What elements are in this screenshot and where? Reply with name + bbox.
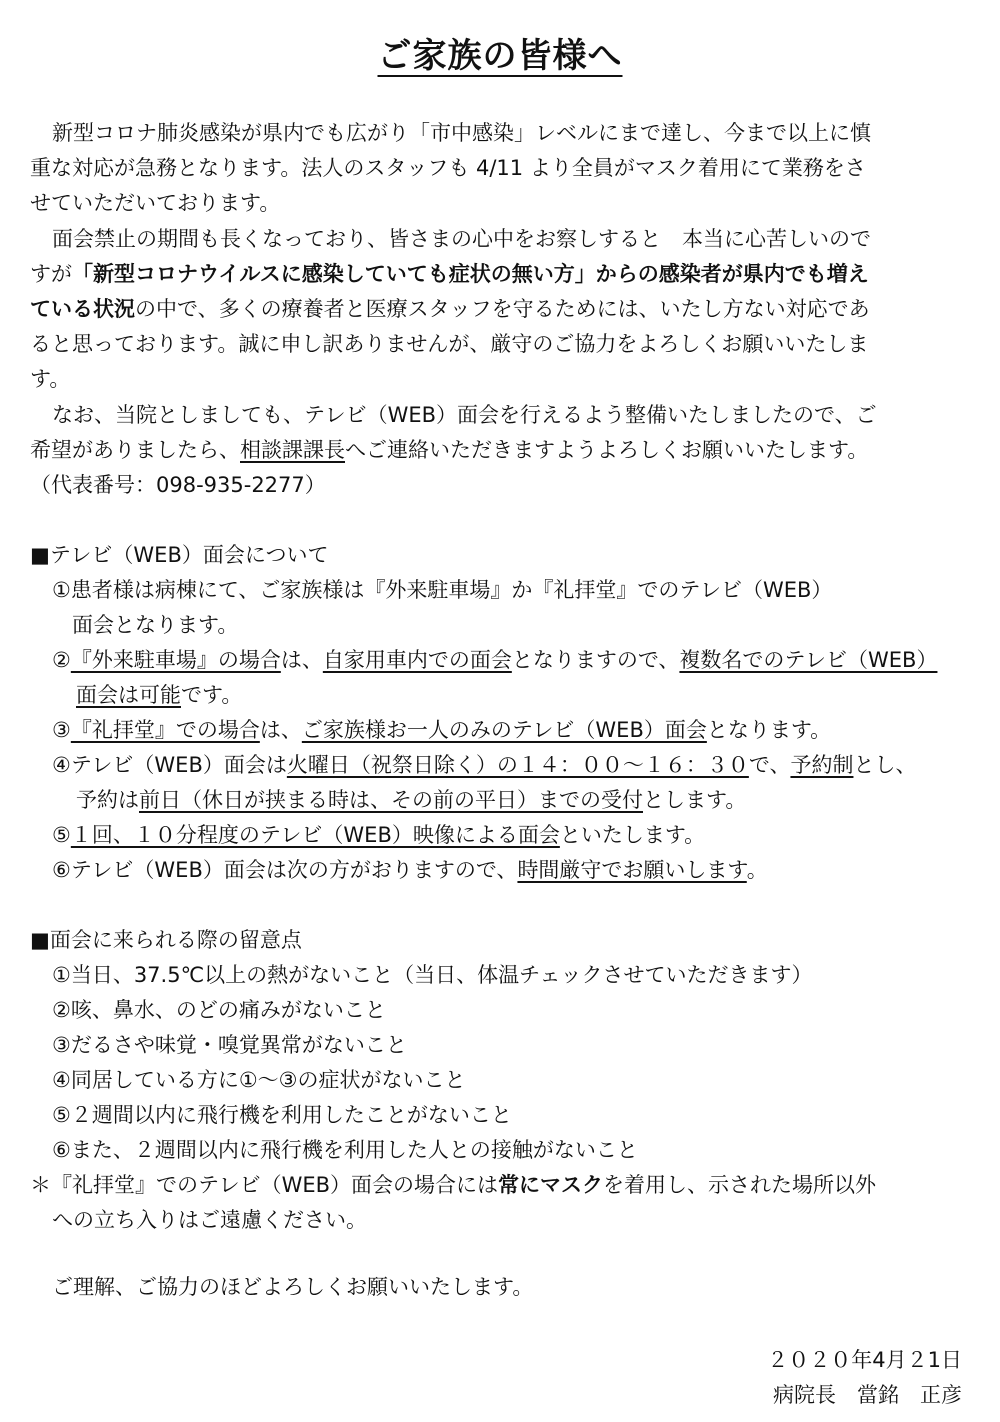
phone-number: （代表番号：098-935-2277）: [30, 473, 326, 497]
intro-p3-line2-rest: へご連絡いただきますようよろしくお願いいたします。: [345, 438, 869, 462]
intro-p1-line1: 新型コロナ肺炎感染が県内でも広がり「市中感染」レベルにまで達し、今まで以上に慎: [52, 121, 871, 145]
mask-note-line2: への立ち入りはご遠慮ください。: [52, 1208, 367, 1232]
web-item-3-number: ③: [52, 718, 71, 742]
title-text: ご家族の皆様へ: [377, 36, 623, 76]
parking-case-text: 『外来駐車場』の場合: [70, 648, 281, 672]
notes-item-6: ⑥また、２週間以内に飛行機を利用した人との接触がないこと: [52, 1138, 638, 1162]
intro-p1-line2: 重な対応が急務となります。法人のスタッフも 4/11 より全員がマスク着用にて業務をさ: [30, 156, 866, 180]
reservation-deadline-text: 前日（休日が挟まる時は、その前の平日）までの受付: [139, 788, 643, 812]
intro-p3-line2: [30, 435, 868, 465]
web-item-3: [52, 715, 831, 745]
web-item-3-text-b: となります。: [706, 718, 832, 742]
web-item-5: [52, 820, 705, 850]
intro-emphasis-text: 「新型コロナウイルスに感染していても症状の無い方」からの感染者が県内でも増え: [72, 262, 869, 286]
notes-section-heading: ■面会に来られる際の留意点: [30, 928, 302, 952]
web-item-2-line2: [76, 680, 242, 710]
web-item-2-text-a: は、: [280, 648, 323, 672]
web-item-6: [52, 855, 768, 885]
web-item-2-line1: [52, 645, 937, 675]
web-item-4-line1: [52, 750, 916, 780]
intro-p2-line5: す。: [30, 367, 71, 391]
web-item-4-line2-text-b: とします。: [643, 788, 747, 812]
notes-item-2: ②咳、鼻水、のどの痛みがないこと: [52, 998, 386, 1022]
in-car-visit-text: 自家用車内での面会: [322, 648, 512, 672]
intro-p2-line1: 面会禁止の期間も長くなっており、皆さまの心中をお察しすると 本当に心苦しいので: [52, 227, 871, 251]
intro-p3-line2-text: 希望がありましたら、: [30, 438, 240, 462]
notes-item-5: ⑤２週間以内に飛行機を利用したことがないこと: [52, 1103, 512, 1127]
notes-item-4: ④同居している方に①～③の症状がないこと: [52, 1068, 466, 1092]
web-item-2-number: ②: [52, 648, 71, 672]
visit-duration-text: １回、１０分程度のテレビ（WEB）映像による面会: [70, 823, 560, 847]
mask-note-line1: [30, 1170, 876, 1200]
web-item-1-line2: 面会となります。: [72, 613, 239, 637]
web-item-6-text-b: 。: [746, 858, 768, 882]
mask-note-text-a: ＊『礼拝堂』でのテレビ（WEB）面会の場合には: [30, 1173, 499, 1197]
multiple-visitors-text: 複数名でのテレビ（WEB）: [679, 648, 938, 672]
visit-allowed-text: 面会は可能: [76, 683, 181, 707]
web-item-4-text-c: とし、: [853, 753, 917, 777]
web-item-3-text-a: は、: [259, 718, 302, 742]
web-item-4-line2: [76, 785, 746, 815]
web-item-4-line2-text-a: 予約は: [76, 788, 139, 812]
web-section-heading: ■テレビ（WEB）面会について: [30, 543, 329, 567]
single-visitor-text: ご家族様お一人のみのテレビ（WEB）面会: [301, 718, 707, 742]
intro-p2-line3: [30, 294, 870, 324]
web-item-2-line2-rest: です。: [181, 683, 243, 707]
web-item-1-line1: ①患者様は病棟にて、ご家族様は『外来駐車場』か『礼拝堂』でのテレビ（WEB）: [52, 578, 833, 602]
chapel-case-text: 『礼拝堂』での場合: [70, 718, 260, 742]
web-item-2-text-b: となりますので、: [511, 648, 680, 672]
web-item-4-text-a: ④テレビ（WEB）面会は: [52, 753, 287, 777]
intro-p2-line3-text: の中で、多くの療養者と医療スタッフを守るためには、いたし方ない対応であ: [135, 297, 870, 321]
signature: 病院長 當銘 正彦: [773, 1383, 962, 1407]
punctuality-text: 時間厳守でお願いします: [517, 858, 747, 882]
contact-person: 相談課課長: [240, 438, 345, 462]
notes-item-3: ③だるさや味覚・嗅覚異常がないこと: [52, 1033, 407, 1057]
mask-note-text-b: を着用し、示された場所以外: [603, 1173, 877, 1197]
web-item-5-number: ⑤: [52, 823, 71, 847]
intro-p2-line4: ると思っております。誠に申し訳ありませんが、厳守のご協力をよろしくお願いいたしま: [30, 332, 869, 356]
visit-schedule-text: 火曜日（祝祭日除く）の１４：００～１６：３０: [286, 753, 749, 777]
web-item-4-text-b: で、: [748, 753, 791, 777]
web-item-5-text: といたします。: [559, 823, 706, 847]
intro-p2-line2-text: すが: [30, 262, 72, 286]
intro-emphasis-text-cont: ている状況: [30, 297, 135, 321]
web-item-6-text-a: ⑥テレビ（WEB）面会は次の方がおりますので、: [52, 858, 518, 882]
issue-date: ２０２０年4月２1日: [767, 1348, 962, 1372]
intro-p3-line1: なお、当院としましても、テレビ（WEB）面会を行えるよう整備いたしましたので、ご: [52, 403, 877, 427]
intro-p1-line3: せていただいております。: [30, 191, 281, 215]
page-title: [0, 28, 1000, 77]
notes-item-1: ①当日、37.5℃以上の熱がないこと（当日、体温チェックさせていただきます）: [52, 963, 813, 987]
closing-text: ご理解、ご協力のほどよろしくお願いいたします。: [52, 1275, 534, 1299]
mask-emphasis-text: 常にマスク: [498, 1173, 604, 1197]
reservation-required-text: 予約制: [790, 753, 854, 777]
intro-p2-line2: [30, 259, 869, 289]
